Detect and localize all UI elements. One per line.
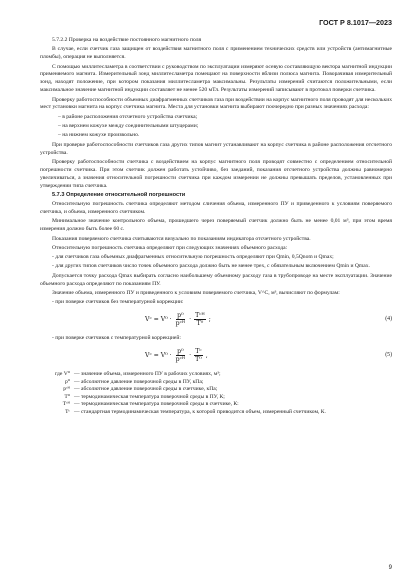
formula-4 bbox=[40, 310, 392, 332]
definition-row bbox=[40, 386, 392, 394]
paragraph: Допускается точку расхода Qmax выбирать согласно наибольшему объемному расходу газа в трубопроводе на месте эксплуатации. Значение объемного расхода определяют по показаниям ПУ. bbox=[40, 272, 392, 287]
formula-lhs: Vᶜ = V⁰ · bbox=[145, 315, 172, 323]
paragraph: Проверку работоспособности счетчика с воздействием на корпус магнитного поля проводят совместно с определением относительной погрешности счетчика. При этом счетчик должен работать устойчиво, без заеданий, показания отсчетного устройства должны равномерно увеличиваться, а значения относительной погрешности счетчика при каждом измерении не должны превышать пределов, установленных при утверждении типа счетчика. bbox=[40, 158, 392, 189]
document-body bbox=[40, 37, 392, 417]
formula-expression bbox=[145, 312, 211, 327]
fraction-denominator: T⁰ bbox=[195, 356, 202, 364]
definition-text: — термодинамическая температура поверочной среды в ПУ, К; bbox=[74, 393, 225, 400]
definition-symbol: Tᶜᴴ bbox=[62, 401, 70, 408]
formula-expression bbox=[145, 348, 208, 363]
definition-text: — абсолютное давление поверочной среды в счетчике, кПа; bbox=[74, 386, 218, 393]
fraction bbox=[194, 348, 203, 363]
paragraph: Относительную погрешность счетчика определяют методом сличения объема, измеренного ПУ и приведенного к условиям поверяемого счетчика, и объема, измеренного счетчиком. bbox=[40, 201, 392, 216]
list-item: – на нижнем кожухе произвольно. bbox=[58, 132, 140, 139]
paragraph: - для других типов счетчиков число точек объемного расхода должно быть не менее трех, с обязательным включением Qmin и Qmax. bbox=[52, 263, 370, 270]
paragraph: Значение объема, измеренного ПУ и приведенного к условиям поверяемого счетчика, V^С, м³, вычисляют по формулам: bbox=[52, 289, 340, 296]
definition-row bbox=[40, 401, 392, 409]
definition-row bbox=[40, 409, 392, 417]
definition-text: — значение объема, измеренного ПУ в рабочих условиях, м³; bbox=[74, 371, 221, 378]
section-heading: 5.7.3 Определение относительной погрешности bbox=[52, 191, 186, 198]
formula-end: ; bbox=[208, 315, 211, 323]
fraction bbox=[175, 312, 187, 327]
formula-lhs: Vᶜ = V⁰ · bbox=[145, 351, 172, 359]
paragraph: - для счетчиков газа объемных диафрагменных относительную погрешность определяют при Qmin, 0,5Qnom и Qmax; bbox=[52, 254, 334, 261]
paragraph: - при поверке счетчиков с температурной коррекцией: bbox=[52, 335, 181, 342]
definition-row bbox=[40, 371, 392, 379]
definition-symbol: pᶜᴴ bbox=[63, 386, 70, 393]
formula-end: , bbox=[205, 351, 208, 359]
fraction bbox=[175, 348, 187, 363]
fraction bbox=[194, 312, 206, 327]
definition-symbol: p⁰ bbox=[64, 378, 70, 385]
formula-5 bbox=[40, 346, 392, 368]
paragraph: При проверке работоспособности счетчиков газа других типов магнит устанавливают на корпус счетчика в районе расположения отсчетного устройства. bbox=[40, 141, 392, 156]
paragraph: В случае, если счетчик газа защищен от воздействия магнитного поля с применением технических средств или устройств (антимагнитные пломбы), операция не выполняется. bbox=[40, 46, 392, 61]
subsection-heading: 5.7.2.2 Проверка на воздействие постоянного магнитного поля bbox=[52, 37, 202, 43]
paragraph: Минимальное значение контрольного объема, прошедшего через поверяемый счетчик должно быть не менее 0,01 м³, при этом время измерения должно быть более 60 с. bbox=[40, 218, 392, 233]
document-id: ГОСТ Р 8.1017—2023 bbox=[319, 18, 392, 27]
fraction-numerator: Tᶜᴴ bbox=[195, 312, 205, 320]
definition-symbol: Tᶜ bbox=[65, 409, 70, 415]
formula-operator: · bbox=[189, 315, 192, 323]
fraction-numerator: p⁰ bbox=[177, 312, 184, 320]
list-item: – в районе расположения отсчетного устройства счетчика; bbox=[58, 113, 198, 120]
paragraph: - при поверке счетчиков без температурной коррекции: bbox=[52, 299, 184, 306]
paragraph: Относительную погрешность счетчика определяют при следующих значениях объемного расхода: bbox=[52, 244, 288, 251]
paragraph: Показания поверяемого счетчика считываются визуально по показаниям индикатора отсчетного устройства. bbox=[52, 235, 311, 242]
page-number: 9 bbox=[388, 565, 392, 571]
equation-number: (5) bbox=[385, 352, 392, 359]
list-item: – на верхнем кожухе между соединительными штуцерами; bbox=[58, 123, 199, 130]
fraction-numerator: p⁰ bbox=[177, 348, 184, 356]
fraction-denominator: pᶜᴴ bbox=[175, 356, 186, 364]
definition-symbol: где V⁰ bbox=[54, 371, 70, 378]
equation-number: (4) bbox=[385, 316, 392, 323]
definition-text: — термодинамическая температура поверочной среды в счетчике, К: bbox=[74, 401, 239, 408]
fraction-denominator: T⁰ bbox=[196, 320, 204, 328]
fraction-denominator: pᶜᴴ bbox=[175, 320, 186, 328]
definition-symbol: T⁰ bbox=[64, 393, 70, 400]
fraction-numerator: Tᶜ bbox=[195, 348, 202, 356]
definition-text: — стандартная термодинамическая температура, к которой приводится объем, измеренный счетчиком, К. bbox=[74, 409, 326, 415]
paragraph: Проверку работоспособности объемных диафрагменных счетчиков газа при воздействии на корпус магнитного поля проводят для нескольких мест установки магнита на корпус счетчика магнита. Места для установки магнита выбирают поочередно при разных значениях расхода: bbox=[40, 96, 392, 111]
definition-text: — абсолютное давление поверочной среды в ПУ, кПа; bbox=[74, 378, 204, 385]
formula-operator: · bbox=[189, 351, 192, 359]
paragraph: С помощью миллитесламетра в соответствии с руководством по эксплуатации измеряют осевую составляющую вектора магнитной индукции применяемого магнита. Измерительный зонд миллитесламетра помещают на поверхности вблизи полюса магнита. Поворачивая измерительный зонд, находят положение, при котором показания миллитесламетра максимальны. Результаты измерений считаются положительными, если максимальное значение магнитной индукции составляет не менее 520 мТл. Результаты измерений записывают в протокол поверки счетчика. bbox=[40, 63, 392, 94]
